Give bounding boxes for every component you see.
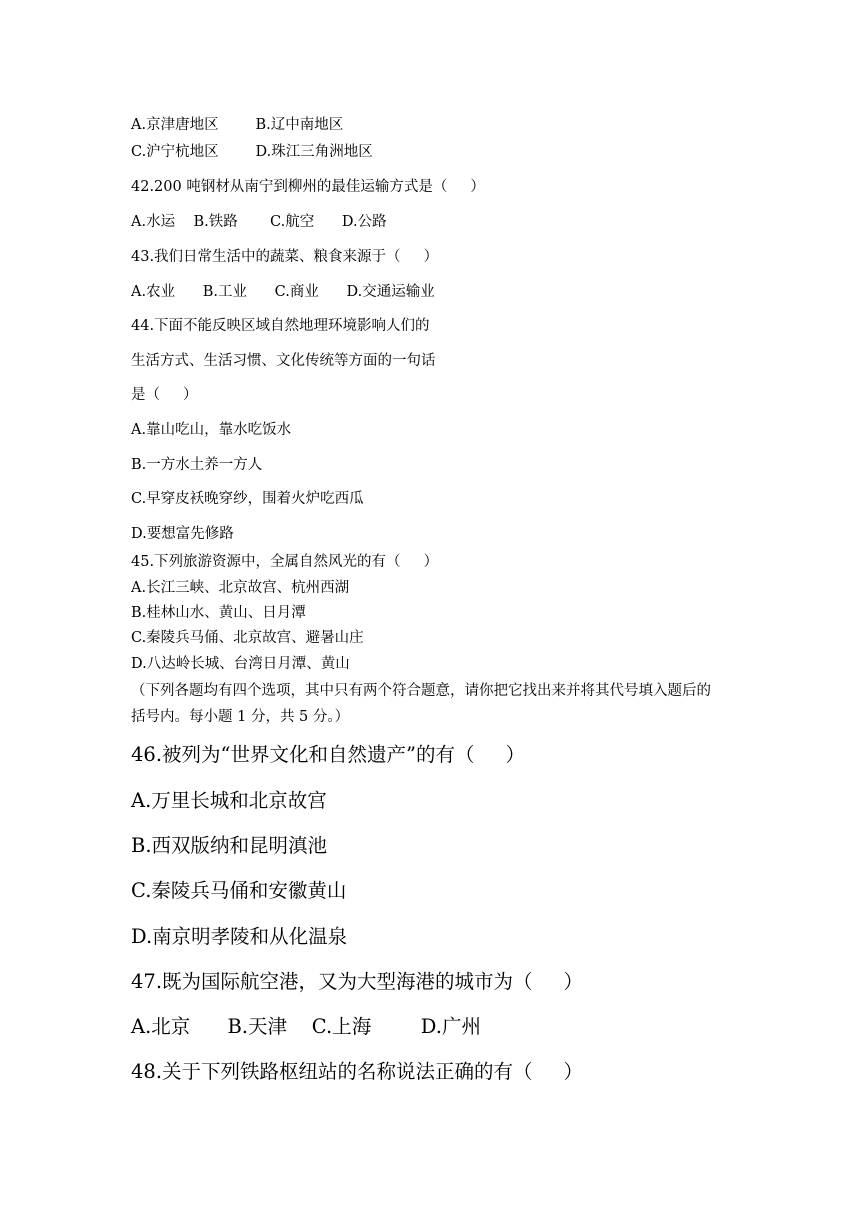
q46-option-c: C.秦陵兵马俑和安徽黄山	[131, 879, 347, 902]
question-43: 43.我们日常生活中的蔬菜、粮食来源于（ ）	[131, 249, 439, 265]
q45-option-d: D.八达岭长城、台湾日月潭、黄山	[131, 656, 350, 672]
q45-option-a: A.长江三峡、北京故宫、杭州西湖	[131, 580, 350, 596]
question-47: 47.既为国际航空港，又为大型海港的城市为（ ）	[131, 970, 584, 993]
question-46: 46.被列为“世界文化和自然遗产”的有（ ）	[131, 743, 525, 766]
q45-option-b: B.桂林山水、黄山、日月潭	[131, 605, 306, 621]
q46-option-d: D.南京明孝陵和从化温泉	[131, 925, 348, 948]
section-instructions-line-1: （下列各题均有四个选项，其中只有两个符合题意，请你把它找出来并将其代号填入题后的	[131, 683, 711, 699]
question-45: 45.下列旅游资源中，全属自然风光的有（ ）	[131, 554, 439, 570]
q43-options: A.农业 B.工业 C.商业 D.交通运输业	[131, 284, 435, 300]
q44-option-b: B.一方水土养一方人	[131, 457, 263, 473]
q44-option-d: D.要想富先修路	[131, 526, 234, 542]
q47-options: A.北京 B.天津 C.上海 D.广州	[131, 1015, 481, 1038]
question-44-line-1: 44.下面不能反映区域自然地理环境影响人们的	[131, 318, 430, 334]
q44-option-a: A.靠山吃山，靠水吃饭水	[131, 422, 292, 438]
question-44-line-3: 是（ ）	[131, 387, 198, 403]
section-instructions-line-2: 括号内。每小题 1 分，共 5 分。）	[131, 709, 350, 725]
q46-option-a: A.万里长城和北京故宫	[131, 789, 327, 812]
q44-option-c: C.早穿皮袄晚穿纱，围着火炉吃西瓜	[131, 491, 364, 507]
question-42: 42.200 吨钢材从南宁到柳州的最佳运输方式是（ ）	[131, 179, 485, 195]
question-44-line-2: 生活方式、生活习惯、文化传统等方面的一句话	[131, 353, 436, 369]
q41-options-cd: C.沪宁杭地区 D.珠江三角洲地区	[131, 144, 373, 160]
q45-option-c: C.秦陵兵马俑、北京故宫、避暑山庄	[131, 630, 364, 646]
q46-option-b: B.西双版纳和昆明滇池	[131, 834, 328, 857]
q41-options-ab: A.京津唐地区 B.辽中南地区	[131, 117, 344, 133]
q42-options: A.水运 B.铁路 C.航空 D.公路	[131, 214, 387, 230]
question-48: 48.关于下列铁路枢纽站的名称说法正确的有（ ）	[131, 1060, 584, 1083]
